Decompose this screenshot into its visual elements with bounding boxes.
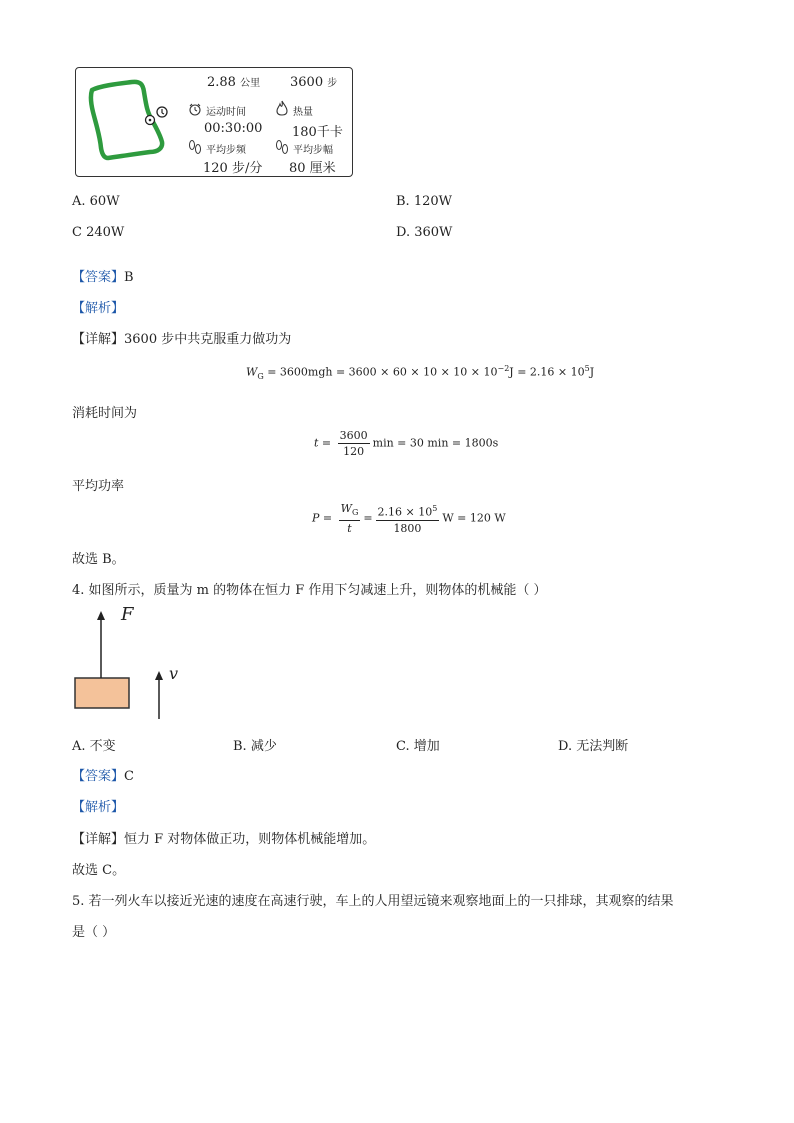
q3-detail-line [72, 328, 291, 347]
q4-option-d: D. 无法判断 [558, 739, 629, 754]
detail-tag: 【详解】 [72, 332, 125, 347]
stride-value: 80 厘米 [289, 161, 336, 176]
cadence-value: 120 步/分 [203, 161, 263, 176]
velocity-label: v [169, 664, 179, 683]
q5-stem-line1: 5. 若一列火车以接近光速的速度在高速行驶，车上的人用望远镜来观察地面上的一只排球，其观察的结果 [72, 894, 674, 909]
flame-icon [275, 100, 289, 116]
block [75, 678, 129, 708]
q5-stem-line2: 是（ ） [72, 925, 116, 940]
analysis-tag: 【解析】 [72, 800, 125, 815]
q3-conclusion: 故选 B。 [72, 552, 125, 567]
time-label: 运动时间 [206, 107, 246, 118]
sport-watch-panel [75, 67, 353, 177]
answer-tag: 【答案】 [72, 270, 125, 285]
heat-value: 180千卡 [292, 125, 343, 140]
q4-detail-line [72, 828, 375, 847]
answer-tag: 【答案】 [72, 769, 125, 784]
power-intro: 平均功率 [72, 479, 125, 494]
q4-answer: C [124, 769, 134, 784]
time-equation: t = $\frac{3600}{120}$ min = 30 min = 1800s [314, 429, 499, 458]
q3-option-c: C 240W [72, 225, 125, 240]
q3-option-a: A. 60W [72, 194, 120, 209]
q3-answer: B [124, 270, 134, 285]
cadence-label: 平均步频 [206, 145, 246, 156]
alarm-clock-icon [188, 102, 202, 116]
heat-label: 热量 [293, 107, 313, 118]
steps-unit: 步 [327, 78, 338, 89]
power-equation: P = $\frac{W_G}{t}$ = $\frac{2.16 \times 10^5}{1800}$ W = 120 W [312, 502, 506, 536]
q3-answer-line [72, 266, 134, 285]
q4-answer-line [72, 765, 134, 784]
q4-stem: 4. 如图所示，质量为 m 的物体在恒力 F 作用下匀减速上升，则物体的机械能（ ） [72, 583, 547, 598]
analysis-tag: 【解析】 [72, 301, 125, 316]
distance-value: 2.88 [207, 75, 236, 90]
q4-option-c: C. 增加 [396, 739, 440, 754]
distance-unit: 公里 [240, 78, 261, 89]
footprints-icon [275, 139, 289, 155]
steps-value: 3600 [290, 75, 324, 90]
stride-label: 平均步幅 [293, 145, 333, 156]
q3-option-b: B. 120W [396, 194, 452, 209]
detail-tag: 【详解】 [72, 832, 125, 847]
footprints-icon [188, 139, 202, 155]
force-label: F [121, 604, 134, 625]
q4-option-a: A. 不变 [72, 739, 116, 754]
work-equation: $W_G = 3600mgh = 3600 \times 60 \times 10 \times 10 \times 10^{-2}J = 2.16 \times 10^5J$ [246, 364, 595, 381]
time-intro: 消耗时间为 [72, 406, 138, 421]
q3-detail-text: 3600 步中共克服重力做功为 [124, 332, 292, 347]
q4-option-b: B. 减少 [233, 739, 277, 754]
route-map-icon [80, 72, 185, 172]
q4-detail-text: 恒力 F 对物体做正功，则物体机械能增加。 [124, 832, 376, 847]
force-diagram [70, 605, 200, 725]
q4-conclusion: 故选 C。 [72, 863, 126, 878]
q3-option-d: D. 360W [396, 225, 453, 240]
time-value: 00:30:00 [204, 121, 263, 136]
